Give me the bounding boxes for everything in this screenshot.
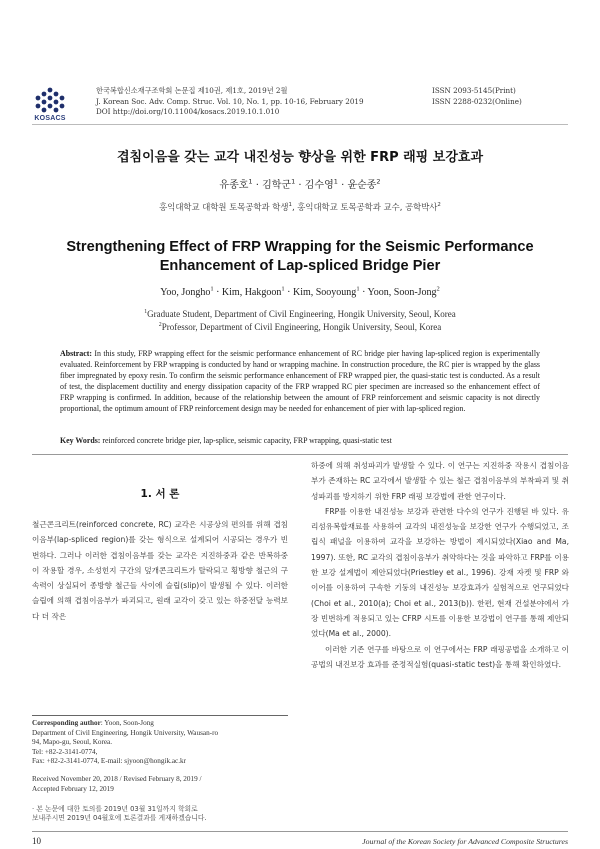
english-author-item: Kim, Sooyoung (292, 287, 357, 298)
footer-divider (32, 831, 568, 832)
english-affil-text: Graduate Student, Department of Civil Engineering, Hongik University, Seoul, Korea (147, 309, 456, 319)
journal-name-korean: 한국복합신소재구조학회 논문집 제10권, 제1호, 2019년 2월 (96, 86, 288, 95)
korean-authors (0, 176, 600, 191)
korean-title: 겹침이음을 갖는 교각 내진성능 향상을 위한 FRP 래핑 보강효과 (116, 150, 484, 165)
korean-author-separator: · (252, 180, 263, 191)
intro-paragraph-2: 하중에 의해 취성파괴가 발생할 수 있다. 이 연구는 지진하중 작용시 겹침이음부가 존재하는 RC 교각에서 발생할 수 있는 철근 겹침이음부의 부착파괴 및 취성파괴를 방지하기 위한 FRP 래핑 보강법에 관한 연구이다. (311, 461, 569, 501)
english-title-line2: Enhancement of Lap-spliced Bridge Pier (159, 258, 441, 274)
korean-affil-sup: 2 (437, 202, 441, 209)
footer-journal-name: Journal of the Korean Society for Advanced Composite Structures (362, 837, 568, 846)
korean-author-sup: 1 (333, 177, 338, 186)
english-author-sup: 1 (281, 285, 285, 293)
english-author-sup: 2 (436, 285, 440, 293)
section-heading-introduction: 1. 서 론 (140, 488, 180, 500)
logo-text: KOSACS (34, 115, 66, 122)
english-title (0, 238, 600, 276)
corr-fax-email[interactable]: Fax: +82-2-3141-0774, E-mail: sjyoon@hongik.ac.kr (32, 757, 187, 766)
discussion-note (32, 805, 288, 823)
english-affil-sup: 1 (144, 309, 148, 315)
korean-affil-item: 홍익대학교 대학원 토목공학과 학생 (159, 202, 289, 212)
keywords-text: reinforced concrete bridge pier, lap-splice, seismic capacity, FRP wrapping, quasi-static test (100, 436, 392, 445)
abstract-divider (32, 454, 568, 455)
korean-affil-item: 홍익대학교 토목공학과 교수, 공학박사 (297, 202, 438, 212)
corr-tel: Tel: +82-2-3141-0774, (32, 747, 98, 756)
abstract-label: Abstract: (60, 349, 92, 358)
received-dates-line2: Accepted February 12, 2019 (32, 784, 114, 793)
note-line2: 보내주시면 2019년 04월호에 토론결과를 게재하겠습니다. (32, 814, 207, 822)
corresponding-author-name: : Yoon, Soon-Jong (100, 719, 154, 727)
keywords (60, 436, 540, 445)
corresponding-author-label: Corresponding author (32, 719, 101, 727)
journal-citation (96, 86, 396, 118)
corr-address-line1: Department of Civil Engineering, Hongik University, Wausan-ro (32, 728, 219, 737)
correspondence-box (32, 715, 288, 794)
page-number: 10 (32, 836, 41, 846)
kosacs-emblem-icon (32, 86, 68, 114)
header-divider (32, 124, 568, 125)
doi-link[interactable]: DOI http://doi.org/10.11004/kosacs.2019.10.1.010 (96, 107, 280, 116)
note-line1: · 본 논문에 대한 토의를 2019년 03월 31일까지 학회로 (32, 805, 198, 813)
korean-affiliations (0, 201, 600, 213)
korean-author-item: 김수영 (304, 180, 334, 191)
received-dates-line1: Received November 20, 2018 / Revised February 8, 2019 / (32, 774, 202, 783)
corr-address-line2: 94, Mapo-gu, Seoul, Korea. (32, 738, 113, 747)
english-affil-sup: 2 (158, 322, 162, 328)
english-affil-line (0, 308, 600, 321)
abstract-text: In this study, FRP wrapping effect for the seismic performance enhancement of RC bridge pier having lap-spliced region is experimentally evaluated. Reinforcement by FRP wrapping is conducted by hand or wrapping machine. In construction procedure, the RC pier is wrapped by the glass fiber impregnated by epoxy resin. To confirm the seismic performance enhancement of FRP wrapped pier, the quasi-static test is conducted. As a result of test, the displacement ductility and energy dissipation capacity of the FRP wrapped RC pier specimen are increased so the enhancement effect of FRP wrapping is confirmed. In addition, because of the relationship between the amount of FRP reinforcement and seismic capacity is not directly proportional, the optimum amount of FRP reinforcement design may be needed for enhancement of pier with lap-spliced region. (60, 349, 540, 413)
issn-online: ISSN 2288-0232(Online) (432, 96, 522, 106)
english-authors (0, 287, 600, 298)
english-author-separator: · (359, 287, 368, 298)
right-column-text (311, 458, 569, 672)
english-author-item: Yoon, Soon-Jong (367, 287, 437, 298)
keywords-label: Key Words: (60, 436, 101, 445)
english-author-sup: 1 (210, 285, 214, 293)
issn-block (432, 86, 572, 107)
korean-author-separator: · (295, 180, 305, 191)
abstract (60, 349, 540, 414)
korean-author-sup: 2 (376, 177, 381, 186)
korean-author-sup: 1 (291, 177, 296, 186)
left-column-text (32, 517, 288, 624)
english-author-sup: 1 (356, 285, 360, 293)
korean-author-item: 김학군 (262, 180, 292, 191)
english-title-line1: Strengthening Effect of FRP Wrapping for the Seismic Performance (66, 239, 534, 255)
intro-paragraph-1: 철근콘크리트(reinforced concrete, RC) 교각은 시공상의 편의를 위해 겹침이음부(lap-spliced region)를 갖는 형식으로 설계되어 시공되는 경우가 빈번하다. 그러나 이러한 겹침이음부를 갖는 교각은 지진하중과 같은 반복하중이 작용할 경우, 소성힌지 구간의 덮개콘크리트가 탈락되고 횡방향 철근의 구속력이 상실되어 종방향 철근들 사이에 슬립(slip)이 발생될 수 있다. 이러한 슬립에 의해 겹침이음부가 파괴되고, 원래 교각이 갖고 있는 하중전달 능력보다 더 작은 (32, 520, 288, 621)
english-affil-line (0, 321, 600, 334)
english-author-separator: · (213, 287, 222, 298)
intro-paragraph-3: FRP를 이용한 내진성능 보강과 관련한 다수의 연구가 진행된 바 있다. 유리섬유복합재료를 사용하여 교각의 내진성능을 보강한 연구가 수행되었고, 조립식 패널을 이용하여 교각을 보강하는 방법이 제시되었다(Xiao and Ma, 1997). 또한, RC 교각의 겹침이음부가 취약하다는 것을 파악하고 FRP를 이용한 보강 설계법이 제안되었다(Priestley et al., 1996). 강재 자켓 및 FRP 와이어를 이용하여 구속한 기둥의 내진성능 보강효과가 실험적으로 연구되었다(Choi et al., 2010(a); Choi et al., 2013(b)). 한편, 현재 건설분야에서 가장 빈번하게 적용되고 있는 CFRP 시트를 이용한 보강법이 연구를 통해 제안되었다(Ma et al., 2000). (311, 506, 569, 639)
english-author-item: Kim, Hakgoon (221, 287, 282, 298)
english-affil-text: Professor, Department of Civil Engineering, Hongik University, Seoul, Korea (161, 322, 442, 332)
korean-author-item: 윤순종 (347, 180, 377, 191)
corr-gap (32, 767, 288, 775)
korean-affil-separator: , (291, 202, 298, 212)
english-author-item: Yoo, Jongho (160, 287, 211, 298)
intro-paragraph-4: 이러한 기존 연구를 바탕으로 이 연구에서는 FRP 래핑공법을 소개하고 이 공법의 내진보강 효과를 준정적실험(quasi-static test)을 통해 확인하였다. (311, 644, 569, 669)
korean-author-separator: · (337, 180, 348, 191)
korean-author-sup: 1 (248, 177, 253, 186)
journal-name-english: J. Korean Soc. Adv. Comp. Struc. Vol. 10, No. 1, pp. 10-16, February 2019 (96, 96, 364, 106)
korean-author-item: 유종호 (219, 180, 249, 191)
kosacs-logo (32, 86, 68, 122)
issn-print: ISSN 2093-5145(Print) (432, 86, 516, 95)
english-author-separator: · (284, 287, 293, 298)
english-affiliations (0, 308, 600, 334)
korean-affil-sup: 1 (288, 202, 292, 209)
